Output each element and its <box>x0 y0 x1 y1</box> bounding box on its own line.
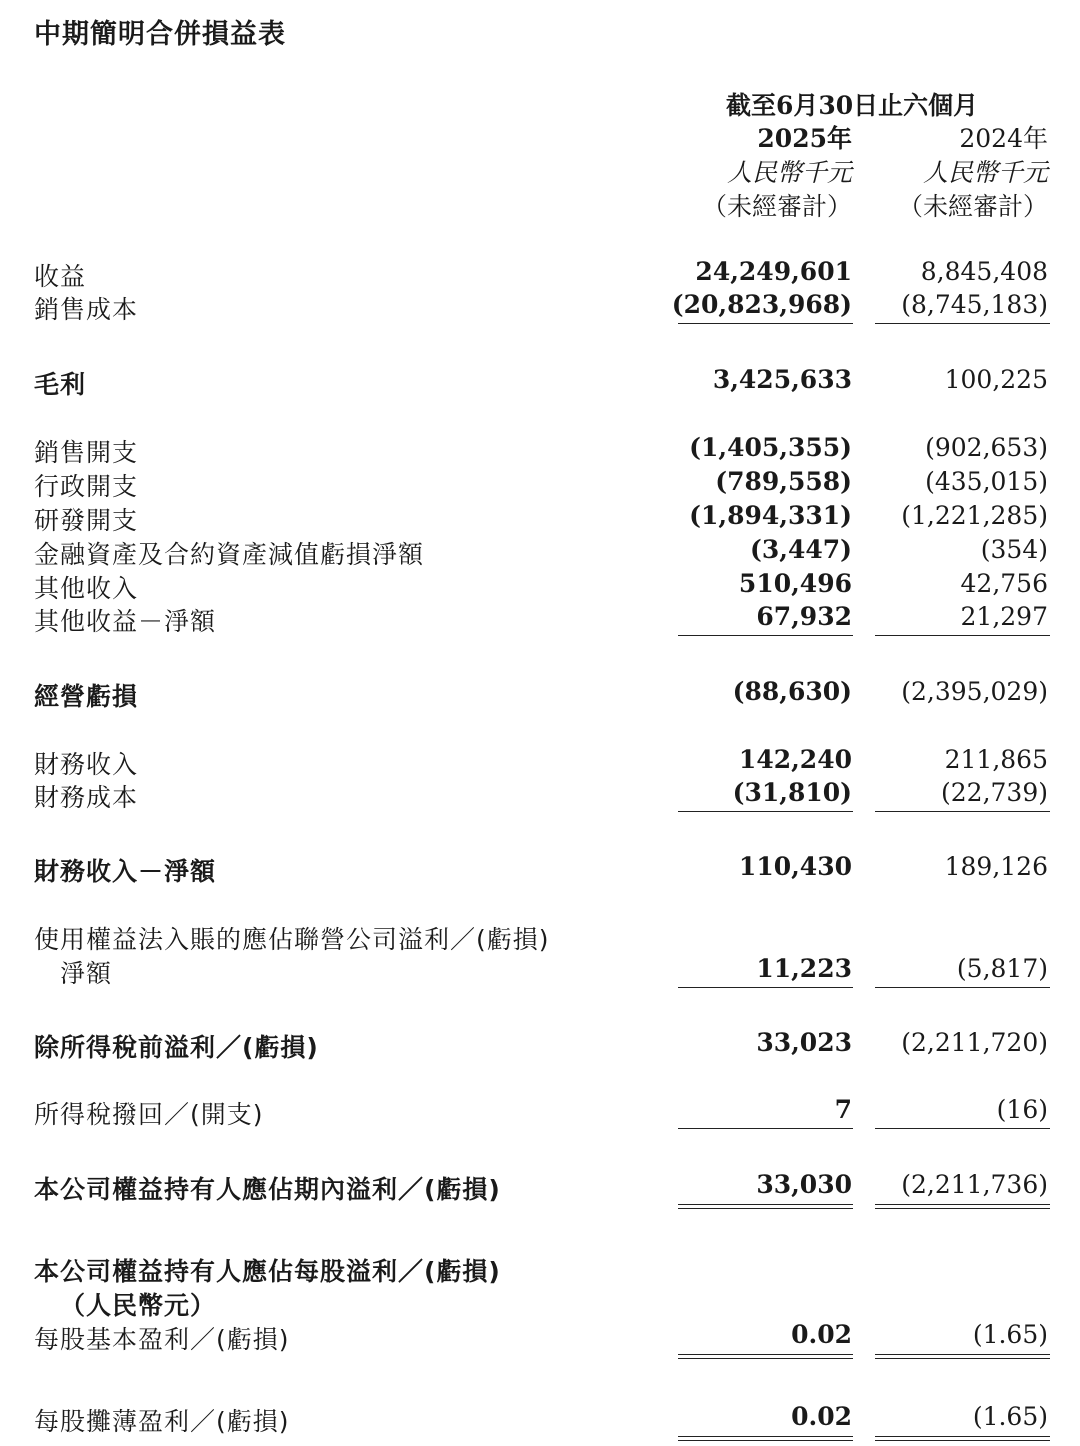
table-row <box>0 467 1080 499</box>
value-2024: (902,653) <box>925 433 1048 462</box>
row-label: 銷售成本 <box>34 295 139 324</box>
value-2024: 42,756 <box>960 569 1048 598</box>
value-2024: 21,297 <box>960 602 1048 631</box>
value-2024: 211,865 <box>944 745 1048 774</box>
row-label: 本公司權益持有人應佔期內溢利／(虧損) <box>34 1175 501 1204</box>
table-row <box>0 852 1080 884</box>
value-2025: 110,430 <box>738 852 852 881</box>
value-2025: 67,932 <box>756 602 852 631</box>
value-2024: (1,221,285) <box>901 501 1048 530</box>
value-2025: 510,496 <box>738 569 852 598</box>
value-2024: (1.65) <box>972 1402 1048 1431</box>
table-row <box>0 365 1080 397</box>
row-label: 收益 <box>34 262 87 291</box>
value-2024: (16) <box>996 1095 1048 1124</box>
value-2024: 100,225 <box>944 365 1048 394</box>
table-row <box>0 1252 1080 1284</box>
value-2025: 7 <box>834 1095 852 1124</box>
value-2025: (3,447) <box>750 535 852 564</box>
table-row <box>0 1402 1080 1434</box>
row-label: 銷售開支 <box>34 438 139 467</box>
value-2025: 0.02 <box>791 1320 852 1349</box>
value-2025: 3,425,633 <box>712 365 852 394</box>
row-label: 使用權益法入賬的應佔聯營公司溢利／(虧損) <box>34 925 550 954</box>
table-row <box>0 954 1080 986</box>
value-2025: (88,630) <box>732 677 852 706</box>
value-2024: (354) <box>980 535 1048 564</box>
row-label: 每股基本盈利／(虧損) <box>34 1325 290 1354</box>
period-header: 截至6月30日止六個月 <box>726 91 979 120</box>
table-row <box>0 1170 1080 1202</box>
value-2024: (2,395,029) <box>901 677 1048 706</box>
value-2025: 33,023 <box>756 1028 852 1057</box>
col1-audit: （未經審計） <box>701 192 852 221</box>
value-2024: (435,015) <box>925 467 1048 496</box>
table-row <box>0 677 1080 709</box>
value-2024: (8,745,183) <box>901 290 1048 319</box>
col2-year: 2024年 <box>959 124 1048 153</box>
subtotal-rule <box>875 987 1050 988</box>
statement-title: 中期簡明合併損益表 <box>34 19 286 50</box>
row-label: 所得稅撥回／(開支) <box>34 1100 264 1129</box>
row-label: 其他收益－淨額 <box>34 607 217 636</box>
value-2024: 8,845,408 <box>920 257 1048 286</box>
row-label: 本公司權益持有人應佔每股溢利／(虧損) <box>34 1257 501 1286</box>
total-double-rule <box>678 1436 853 1441</box>
row-label: 財務收入－淨額 <box>34 857 217 886</box>
value-2025: 33,030 <box>756 1170 852 1199</box>
row-label: 財務收入 <box>34 750 139 779</box>
row-label: 經營虧損 <box>34 682 139 711</box>
value-2025: (1,405,355) <box>689 433 852 462</box>
value-2024: (1.65) <box>972 1320 1048 1349</box>
row-label: 每股攤薄盈利／(虧損) <box>34 1407 290 1436</box>
col2-unit: 人民幣千元 <box>922 158 1048 187</box>
subtotal-rule <box>678 1128 853 1129</box>
value-2025: (20,823,968) <box>671 290 852 319</box>
subtotal-rule <box>875 323 1050 324</box>
subtotal-rule <box>678 811 853 812</box>
value-2025: 142,240 <box>738 745 852 774</box>
table-row <box>0 1028 1080 1060</box>
value-2025: 11,223 <box>756 954 852 983</box>
subtotal-rule <box>678 323 853 324</box>
total-double-rule <box>875 1354 1050 1359</box>
row-label: 金融資產及合約資產減值虧損淨額 <box>34 540 425 569</box>
col2-audit: （未經審計） <box>897 192 1048 221</box>
row-label: 除所得稅前溢利／(虧損) <box>34 1033 319 1062</box>
table-row <box>0 920 1080 952</box>
row-label: 毛利 <box>34 370 87 399</box>
row-label-continued: 淨額 <box>60 959 113 988</box>
col1-unit: 人民幣千元 <box>726 158 852 187</box>
row-label: 行政開支 <box>34 472 139 501</box>
table-row <box>0 778 1080 810</box>
row-label: 財務成本 <box>34 783 139 812</box>
table-row <box>0 535 1080 567</box>
subtotal-rule <box>875 1128 1050 1129</box>
value-2024: (2,211,736) <box>901 1170 1048 1199</box>
value-2024: (2,211,720) <box>901 1028 1048 1057</box>
total-double-rule <box>678 1204 853 1209</box>
row-label-continued: （人民幣元） <box>60 1291 217 1320</box>
value-2024: (22,739) <box>941 778 1048 807</box>
subtotal-rule <box>678 987 853 988</box>
value-2025: 0.02 <box>791 1402 852 1431</box>
value-2025: (1,894,331) <box>689 501 852 530</box>
value-2025: (789,558) <box>715 467 852 496</box>
table-row <box>0 1095 1080 1127</box>
table-row <box>0 290 1080 322</box>
col1-year: 2025年 <box>757 124 852 153</box>
table-row <box>0 602 1080 634</box>
value-2025: (31,810) <box>732 778 852 807</box>
table-row <box>0 433 1080 465</box>
total-double-rule <box>678 1354 853 1359</box>
subtotal-rule <box>875 635 1050 636</box>
row-label: 其他收入 <box>34 574 139 603</box>
table-row <box>0 501 1080 533</box>
table-row <box>0 1320 1080 1352</box>
value-2024: (5,817) <box>956 954 1048 983</box>
table-row <box>0 569 1080 601</box>
subtotal-rule <box>875 811 1050 812</box>
total-double-rule <box>875 1204 1050 1209</box>
subtotal-rule <box>678 635 853 636</box>
table-row <box>0 745 1080 777</box>
row-label: 研發開支 <box>34 506 139 535</box>
value-2025: 24,249,601 <box>695 257 852 286</box>
total-double-rule <box>875 1436 1050 1441</box>
table-row <box>0 1286 1080 1318</box>
value-2024: 189,126 <box>944 852 1048 881</box>
table-row <box>0 257 1080 289</box>
